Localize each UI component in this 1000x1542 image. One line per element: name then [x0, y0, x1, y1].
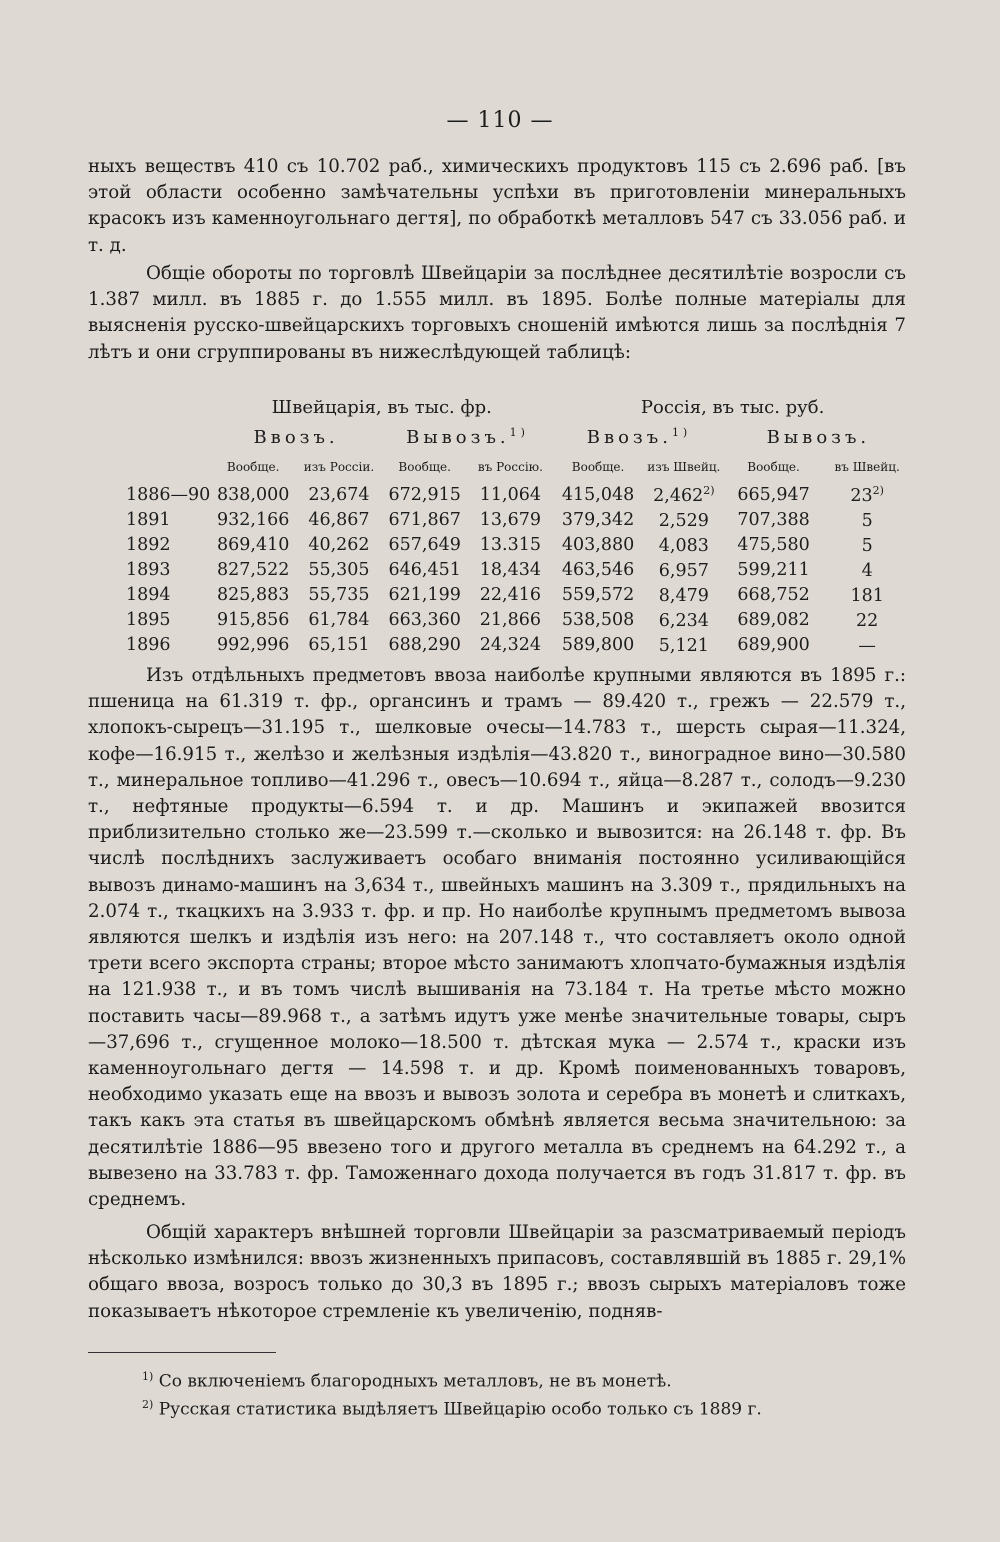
- table-row: [112, 557, 912, 582]
- year-cell: 1895: [126, 609, 171, 630]
- value-cell: 992,996: [217, 634, 290, 655]
- value-cell: 6,957: [658, 560, 709, 581]
- value-cell: 668,752: [737, 584, 810, 605]
- value-cell: 181: [850, 585, 884, 606]
- value-cell: 825,883: [217, 584, 290, 605]
- value-cell: 11,064: [479, 484, 542, 505]
- col-header: въ Швейц.: [834, 460, 900, 474]
- table-row: [112, 532, 912, 557]
- footnote-mark: 2): [703, 483, 715, 497]
- value-cell: 23$^{2)}$: [850, 483, 884, 506]
- value-cell: 379,342: [561, 509, 635, 530]
- value-cell: 827,522: [217, 559, 290, 580]
- value-cell: 24,324: [479, 634, 542, 655]
- value-cell: 589,800: [561, 634, 635, 655]
- value-cell: 838,000: [217, 484, 290, 505]
- paragraph-3: Изъ отдѣльныхъ предметовъ ввоза наиболѣе крупными являются въ 1895 г.: пшеница на 61.319 т. фр., органсинъ и трамъ — 89.420 т., грежъ — 22.579 т., хлопокъ-сырецъ—31.195 т., шелковые очесы—14.783 т., шерсть сырая—11.324, кофе—16.915 т., желѣзо и желѣзныя издѣлія—43.820 т., виноградное вино—30.580 т., минеральное топливо—41.296 т., овесъ—10.694 т., яйца—8.287 т., солодъ—9.230 т., нефтяные продукты—6.594 т. и др. Машинъ и экипажей ввозится приблизительно столько же—23.599 т.—сколько и вывозится: на 26.148 т. фр. Въ числѣ послѣднихъ заслуживаетъ особаго вниманія постоянно усиливающійся вывозъ динамо-машинъ на 3,634 т., швейныхъ машинъ на 3.309 т., прядильныхъ на 2.074 т., ткацкихъ на 3.933 т. фр. и пр. Но наиболѣе крупнымъ предметомъ вывоза являются шелкъ и издѣлія изъ него: на 207.148 т., что составляетъ около одной трети всего экспорта страны; второе мѣсто занимаютъ хлопчато-бумажныя издѣлія на 121.938 т., и въ томъ числѣ вышиванія на 73.184 т. На третье мѣсто можно поставить часы—89.968 т., а затѣмъ идутъ уже менѣе значительные товары, сыръ —37,696 т., сгущенное молоко—18.500 т. дѣтская мука — 2.574 т., краски изъ каменноугольнаго дегтя — 14.598 т. и др. Кромѣ поименованныхъ товаровъ, необходимо указать еще на ввозъ и вывозъ золота и серебра въ монетѣ и слиткахъ, такъ какъ эта статья въ швейцарскомъ обмѣнѣ является весьма значительною: за десятилѣтіе 1886—95 ввезено того и другого металла въ среднемъ на 64.292 т., а вывезено на 33.783 т. фр. Таможеннаго дохода получается въ годъ 31.817 т. фр. въ среднемъ.: [88, 665, 906, 1211]
- value-cell: 2,462$^{2)}$: [653, 483, 715, 506]
- trade-table: [112, 392, 912, 657]
- value-cell: 4: [861, 560, 873, 581]
- value-cell: 915,856: [217, 609, 290, 630]
- value-cell: —: [858, 635, 876, 656]
- col-header: Вообще.: [747, 460, 800, 474]
- ru-import-header: Ввозъ.$^{1)}$: [586, 426, 692, 448]
- col-header: изъ Швейц.: [647, 460, 721, 474]
- value-cell: 61,784: [308, 609, 370, 630]
- value-cell: 475,580: [737, 534, 810, 555]
- table-header-countries: [112, 392, 912, 422]
- footnote-mark: 2): [872, 483, 884, 497]
- value-cell: 689,082: [737, 609, 810, 630]
- value-cell: 13.315: [479, 534, 542, 555]
- sw-import-header: Ввозъ.: [253, 426, 339, 448]
- table-row: [112, 632, 912, 657]
- table-row: [112, 507, 912, 532]
- value-cell: 559,572: [561, 584, 635, 605]
- value-cell: 538,508: [561, 609, 635, 630]
- value-cell: 21,866: [479, 609, 542, 630]
- page-number: — 110 —: [446, 108, 554, 133]
- value-cell: 688,290: [388, 634, 461, 655]
- value-cell: 6,234: [658, 610, 709, 631]
- value-cell: 22,416: [479, 584, 542, 605]
- value-cell: 22: [856, 610, 879, 631]
- value-cell: 646,451: [388, 559, 461, 580]
- year-cell: 1892: [126, 534, 171, 555]
- value-cell: 403,880: [561, 534, 635, 555]
- footnote-mark: 1): [509, 426, 529, 439]
- col-header: изъ Россіи.: [303, 460, 375, 474]
- value-cell: 657,649: [388, 534, 461, 555]
- value-cell: 5,121: [658, 635, 709, 656]
- value-cell: 40,262: [308, 534, 370, 555]
- footnote-mark: 1): [142, 1370, 154, 1383]
- year-cell: 1894: [126, 584, 171, 605]
- value-cell: 665,947: [737, 484, 810, 505]
- russia-header: Россія, въ тыс. руб.: [640, 396, 825, 418]
- value-cell: 463,546: [561, 559, 635, 580]
- value-cell: 621,199: [388, 584, 461, 605]
- col-header: Вообще.: [226, 460, 280, 474]
- table-row: [112, 607, 912, 632]
- value-cell: 869,410: [217, 534, 290, 555]
- footnote-1: $^{1)}$ Со включеніемъ благородныхъ металловъ, не въ монетѣ.: [142, 1370, 672, 1392]
- year-cell: 1891: [126, 509, 171, 530]
- value-cell: 2,529: [658, 510, 709, 531]
- value-cell: 689,900: [737, 634, 810, 655]
- footnote-mark: 1): [671, 426, 692, 439]
- value-cell: 672,915: [388, 484, 461, 505]
- col-header: Вообще.: [571, 460, 625, 474]
- table-row: [112, 482, 912, 507]
- value-cell: 55,305: [308, 559, 370, 580]
- value-cell: 65,151: [308, 634, 370, 655]
- paragraph-1: ныхъ веществъ 410 съ 10.702 раб., химическихъ продуктовъ 115 съ 2.696 раб. [въ этой области особенно замѣчательны успѣхи въ приготовленіи минеральныхъ красокъ изъ каменноугольнаго дегтя], по обработкѣ металловъ 547 съ 33.056 раб. и т. д.: [88, 156, 906, 256]
- year-cell: 1896: [126, 634, 171, 655]
- year-cell: 1893: [126, 559, 171, 580]
- value-cell: 8,479: [658, 585, 709, 606]
- value-cell: 18,434: [479, 559, 542, 580]
- year-cell: 1886—90: [126, 484, 211, 505]
- col-header: Вообще.: [398, 460, 451, 474]
- value-cell: 663,360: [388, 609, 461, 630]
- switzerland-header: Швейцарія, въ тыс. фр.: [271, 396, 492, 418]
- value-cell: 23,674: [308, 484, 370, 505]
- value-cell: 55,735: [308, 584, 370, 605]
- ru-export-header: Вывозъ.: [766, 426, 871, 448]
- value-cell: 4,083: [658, 535, 709, 556]
- value-cell: 46,867: [308, 509, 370, 530]
- col-header: въ Россію.: [477, 460, 543, 474]
- value-cell: 932,166: [217, 509, 290, 530]
- footnote-divider: [88, 1352, 276, 1353]
- value-cell: 13,679: [479, 509, 542, 530]
- value-cell: 671,867: [388, 509, 461, 530]
- value-cell: 5: [861, 535, 873, 556]
- footnote-2: $^{2)}$ Русская статистика выдѣляетъ Швейцарію особо только съ 1889 г.: [142, 1398, 762, 1420]
- table-row: [112, 582, 912, 607]
- value-cell: 415,048: [561, 484, 635, 505]
- table-header-flows: [112, 422, 912, 452]
- sw-export-header: Вывозъ.$^{1)}$: [406, 426, 529, 448]
- footnote-mark: 2): [142, 1398, 154, 1411]
- table-subheader: [112, 452, 912, 482]
- value-cell: 599,211: [737, 559, 810, 580]
- value-cell: 5: [861, 510, 873, 531]
- paragraph-4: Общій характеръ внѣшней торговли Швейцаріи за разсматриваемый періодъ нѣсколько измѣнился: ввозъ жизненныхъ припасовъ, составлявшій въ 1885 г. 29,1% общаго ввоза, возросъ только до 30,3 въ 1895 г.; ввозъ сырыхъ матеріаловъ тоже показываетъ нѣкоторое стремленіе къ увеличенію, подняв-: [88, 1222, 906, 1322]
- value-cell: 707,388: [737, 509, 810, 530]
- paragraph-2: Общіе обороты по торговлѣ Швейцаріи за послѣднее десятилѣтіе возросли съ 1.387 милл. въ 1885 г. до 1.555 милл. въ 1895. Болѣе полные матеріалы для выясненія русско-швейцарскихъ торговыхъ сношеній имѣются лишь за послѣднія 7 лѣтъ и они сгруппированы въ нижеслѣдующей таблицѣ:: [88, 263, 906, 363]
